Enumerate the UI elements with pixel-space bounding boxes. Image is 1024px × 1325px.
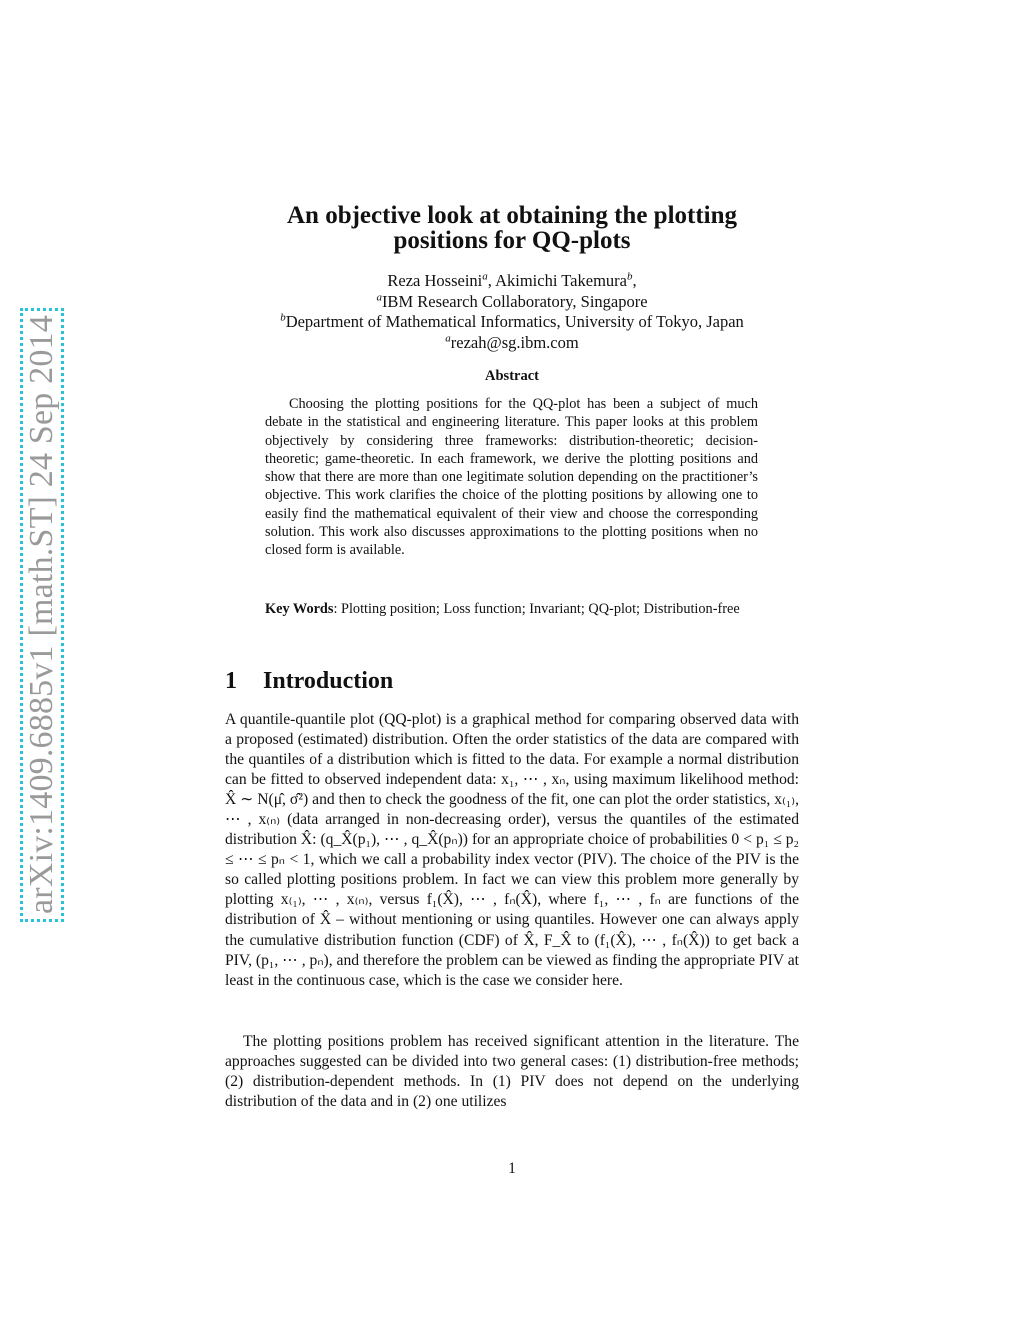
keywords-list: : Plotting position; Loss function; Invariant; QQ-plot; Distribution-free bbox=[333, 601, 740, 617]
author-names: Reza Hosseini$^a$, Akimichi Takemura$^b$, bbox=[387, 270, 637, 290]
affiliation-b: $^b$Department of Mathematical Informatics, University of Tokyo, Japan bbox=[280, 311, 744, 331]
section-title: Introduction bbox=[263, 668, 394, 694]
keywords-label: Key Words bbox=[265, 601, 334, 617]
keywords bbox=[265, 600, 801, 619]
section-heading bbox=[225, 666, 801, 696]
title-line-2: positions for QQ-plots bbox=[393, 227, 631, 254]
intro-paragraph-1: A quantile-quantile plot (QQ-plot) is a graphical method for comparing observed data with a proposed (estimated) distribution. Often the order statistics of the data are compared with the quantiles of a distribution which is fitted to the data. For example a normal distribution can be fitted to observed independent data: x₁, ⋯ , xₙ, using maximum likelihood method: X̂ ∼ N(μ̂, σ̂²) and then to check the goodness of the fit, one can plot the order statistics, x₍₁₎, ⋯ , x₍ₙ₎ (data arranged in non-decreasing order), versus the quantiles of the estimated distribution X̂: (q_X̂(p₁), ⋯ , q_X̂(pₙ)) for an appropriate choice of probabilities 0 < p₁ ≤ p₂ ≤ ⋯ ≤ pₙ < 1, which we call a probability index vector (PIV). The choice of the PIV is the so called plotting positions problem. In fact we can view this problem more generally by plotting x₍₁₎, ⋯ , x₍ₙ₎, versus f₁(X̂), ⋯ , fₙ(X̂), where f₁, ⋯ , fₙ are functions of the distribution of X̂ – without mentioning or using quantiles. However one can always apply the cumulative distribution function (CDF) of X̂, F_X̂ to (f₁(X̂), ⋯ , fₙ(X̂)) to get back a PIV, (p₁, ⋯ , pₙ), and therefore the problem can be viewed as finding the appropriate PIV at least in the continuous case, which is the case we consider here. bbox=[225, 711, 799, 989]
intro-paragraph-2: The plotting positions problem has received significant attention in the literature. The approaches suggested can be divided into two general cases: (1) distribution-free methods; (2) distribution-dependent methods. In (1) PIV does not depend on the underlying distribution of the data and in (2) one utilizes bbox=[225, 1033, 799, 1111]
page-number: 1 bbox=[508, 1160, 516, 1177]
paper-title bbox=[200, 203, 824, 253]
abstract-heading: Abstract bbox=[485, 368, 539, 384]
affiliation-a: $^a$IBM Research Collaboratory, Singapore bbox=[376, 291, 648, 311]
abstract-text: Choosing the plotting positions for the QQ-plot has been a subject of much debate in the statistical and engineering literature. This paper looks at this problem objectively by considering three frameworks: distribution-theoretic; decision-theoretic; game-theoretic. In each framework, we derive the plotting positions and show that there are more than one legitimate solution depending on the practitioner’s objective. This work clarifies the choice of the plotting positions by allowing one to easily find the mathematical equivalent of their view and choose the corresponding solution. This work also discusses approximations to the plotting positions when no closed form is available. bbox=[265, 396, 758, 559]
arxiv-identifier: arXiv:1409.6885v1 [math.ST] 24 Sep 2014 bbox=[23, 315, 60, 915]
author-block bbox=[200, 271, 824, 353]
section-number: 1 bbox=[225, 668, 237, 694]
title-line-1: An objective look at obtaining the plotting bbox=[286, 202, 738, 229]
author-email[interactable]: $^a$rezah@sg.ibm.com bbox=[445, 332, 579, 352]
